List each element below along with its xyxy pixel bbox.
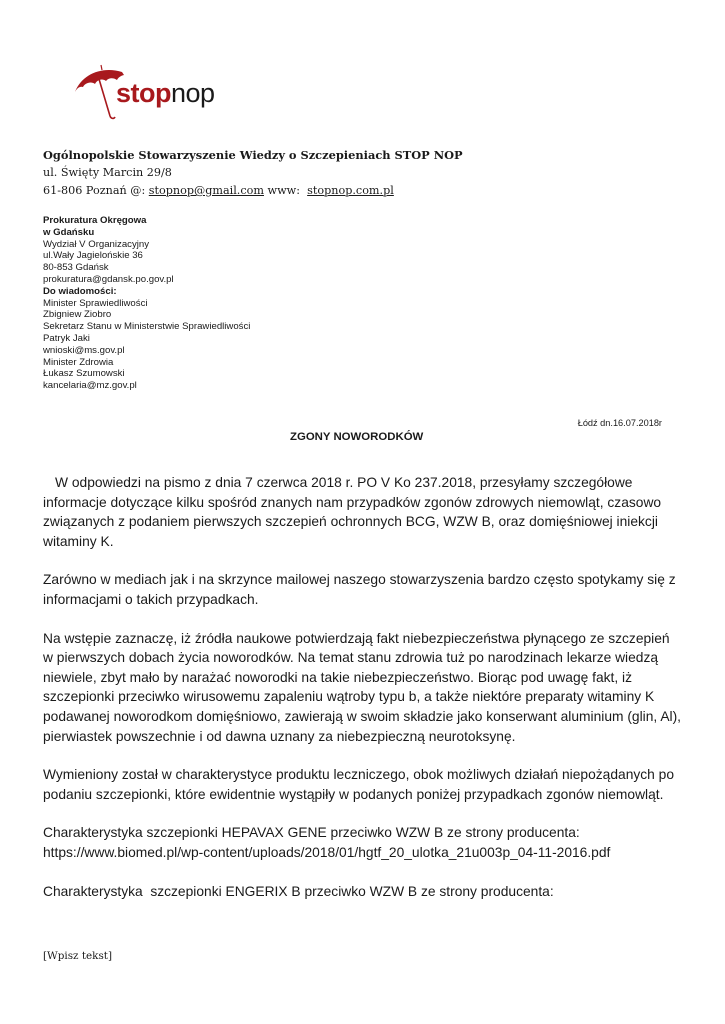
recipients-block [43,215,250,392]
organization-website-link[interactable]: stopnop.com.pl [307,184,394,197]
logo-text-stop: stop [116,78,171,108]
cc-email: kancelaria@mz.gov.pl [43,380,137,392]
recipient-line: 80-853 Gdańsk [43,262,109,274]
organization-email-link[interactable]: stopnop@gmail.com [148,184,264,197]
cc-line: Zbigniew Ziobro [43,309,112,321]
letter-body [43,473,683,920]
paragraph: W odpowiedzi na pismo z dnia 7 czerwca 2018 r. PO V Ko 237.2018, przesyłamy szczegółowe informacje dotyczące kilku spośród znanych nam przypadków zgonów zdrowych niemowląt, czasowo związanych z podaniem pierwszych szczepień ochronnych BCG, WZW B, oraz domięśniowej iniekcji witaminy K. [43,475,662,549]
hepavax-url[interactable]: https://www.biomed.pl/wp-content/uploads/2018/01/hgtf_20_ulotka_21u003p_04-11-2016.pdf [43,844,611,860]
cc-line: Łukasz Szumowski [43,368,125,380]
sender-block [43,146,463,200]
hepavax-section [43,823,683,862]
organization-name: Ogólnopolskie Stowarzyszenie Wiedzy o Szczepieniach STOP NOP [43,148,463,162]
cc-line: Patryk Jaki [43,332,90,344]
letter-title: ZGONY NOWORODKÓW [290,431,424,443]
footer-placeholder[interactable]: [Wpisz tekst] [43,950,113,962]
hepavax-label: Charakterystyka szczepionki HEPAVAX GENE przeciwko WZW B ze strony producenta: [43,825,580,841]
recipient-line: ul.Wały Jagielońskie 36 [43,250,143,262]
recipient-line: Prokuratura Okręgowa [43,215,147,226]
stopnop-logo [72,62,222,122]
engerix-label: Charakterystyka szczepionki ENGERIX B przeciwko WZW B ze strony producenta: [43,883,554,899]
organization-city: 61-806 Poznań @: [43,184,149,197]
logo-wordmark [116,78,215,108]
www-label: www: [263,184,308,197]
organization-street: ul. Święty Marcin 29/8 [43,166,172,179]
cc-line: Minister Zdrowia [43,356,114,368]
recipient-line: Wydział V Organizacyjny [43,238,150,250]
recipient-email: prokuratura@gdansk.po.gov.pl [43,273,174,285]
paragraph: Na wstępie zaznaczę, iż źródła naukowe potwierdzają fakt niebezpieczeństwa płynącego ze szczepień w pierwszych dobach życia noworodków. Na temat stanu zdrowia tuż po narodzinach lekarze wiedzą niewiele, zbyt mało by narażać noworodki na takie niebezpieczeństwo. Biorąc pod uwagę fakt, iż szczepionki przeciwko wirusowemu zapaleniu wątroby typu b, a także niektóre preparaty witaminy K podawanej noworodkom domięśniowo, zawierają w swoim składzie jako konserwant aluminium (glin, Al), pierwiastek powszechnie i od dawna uznany za niebezpieczną neurotoksynę. [43,630,682,744]
paragraph: Zarówno w mediach jak i na skrzynce mailowej naszego stowarzyszenia bardzo często spotykamy się z informacjami o takich przypadkach. [43,572,676,607]
cc-email: wnioski@ms.gov.pl [43,344,125,356]
paragraph: Wymieniony został w charakterystyce produktu leczniczego, obok możliwych działań niepożądanych po podaniu szczepionki, które ewidentnie wystąpiły w podanych poniżej przypadkach zgonów niemowląt. [43,767,675,802]
cc-label: Do wiadomości: [43,285,117,297]
cc-line: Minister Sprawiedliwości [43,297,148,309]
recipient-line: w Gdańsku [43,226,95,238]
logo-text-nop: nop [171,78,215,108]
cc-line: Sekretarz Stanu w Ministerstwie Sprawiedliwości [43,321,251,333]
letter-date: Łódź dn.16.07.2018r [577,418,662,428]
organization-contact [43,182,463,200]
